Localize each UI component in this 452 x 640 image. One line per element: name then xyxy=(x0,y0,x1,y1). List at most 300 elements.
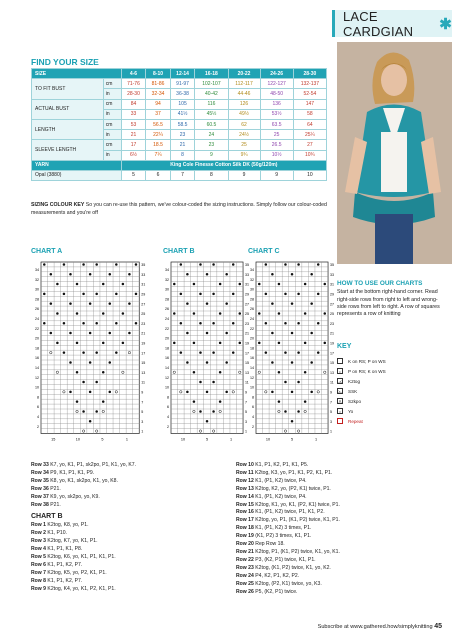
purl-dot xyxy=(95,410,98,413)
row-number: 1 xyxy=(330,429,333,434)
row-number: 24 xyxy=(165,317,169,321)
size-unit: cm xyxy=(103,79,121,89)
size-cell: 53 xyxy=(121,119,146,129)
yarn-row: YARN King Cole Finesse Cotton Silk DK (50g/120m) xyxy=(32,160,327,170)
row-number: 21 xyxy=(141,331,146,336)
stitch-number: 10 xyxy=(75,437,80,442)
purl-dot xyxy=(304,312,307,315)
size-cell: 116 xyxy=(195,99,228,109)
row-number: 9 xyxy=(245,390,248,395)
purl-dot xyxy=(291,273,294,276)
purl-dot xyxy=(291,361,294,364)
purl-dot xyxy=(89,273,92,276)
purl-dot xyxy=(122,312,125,315)
purl-dot xyxy=(304,283,307,286)
purl-dot xyxy=(297,410,300,413)
size-unit: in xyxy=(103,89,121,99)
how-text: Start at the bottom right-hand corner. Read right-side rows from right to left and wrong-side rows from left to right. A row of squares represents a row of knitting xyxy=(337,289,440,318)
size-cell: 8 xyxy=(195,170,228,180)
size-cell: 24 xyxy=(195,130,228,140)
purl-dot xyxy=(82,322,85,325)
size-header: 12-14 xyxy=(170,69,195,79)
size-cell: 45½ xyxy=(195,109,228,119)
row-number: 2 xyxy=(37,424,39,429)
size-cell: 22¼ xyxy=(146,130,171,140)
chart-grid xyxy=(256,262,328,434)
size-header: 28-30 xyxy=(293,69,326,79)
purl-dot xyxy=(212,322,215,325)
purl-dot xyxy=(219,400,222,403)
purl-dot xyxy=(317,351,320,354)
row-number: 24 xyxy=(250,317,254,321)
row-number: 20 xyxy=(250,336,254,341)
purl-dot xyxy=(291,302,294,305)
row-number: 14 xyxy=(165,366,169,370)
how-to-section xyxy=(337,280,443,318)
purl-dot xyxy=(225,391,228,394)
row-number: 33 xyxy=(330,272,335,277)
size-cell: 21 xyxy=(170,140,195,150)
row-number: 3 xyxy=(141,419,144,424)
purl-dot xyxy=(206,332,209,335)
size-cell: 27 xyxy=(293,140,326,150)
purl-dot xyxy=(89,420,92,423)
purl-dot xyxy=(317,263,320,266)
key-item xyxy=(337,406,443,416)
header-tab xyxy=(332,10,452,37)
row-number: 11 xyxy=(141,380,145,385)
purl-dot xyxy=(102,283,105,286)
size-cell: 9 xyxy=(195,150,228,160)
purl-dot xyxy=(324,312,327,315)
purl-dot xyxy=(297,322,300,325)
row-number: 29 xyxy=(245,292,250,297)
pattern-row: Row 17 K2tog, yo, P1, (K1, P2) twice, K1, P1. xyxy=(236,517,340,524)
size-header: 4-6 xyxy=(121,69,146,79)
purl-dot xyxy=(180,293,183,296)
row-number: 15 xyxy=(141,361,146,366)
pattern-row: Row 26 P5, (K2, P1) twice. xyxy=(236,588,298,595)
purl-dot xyxy=(284,293,287,296)
purl-dot xyxy=(50,332,53,335)
chart-c xyxy=(248,258,333,448)
size-row-label: SLEEVE LENGTH xyxy=(32,140,104,160)
pattern-row: Row 16 K1, (P1, K2) twice, P1, K1, P2. xyxy=(236,509,325,516)
size-title: FIND YOUR SIZE xyxy=(31,57,99,67)
purl-dot xyxy=(193,371,196,374)
size-cell: 84 xyxy=(121,99,146,109)
purl-dot xyxy=(310,302,313,305)
row-number: 18 xyxy=(35,346,39,351)
size-row-label: TO FIT BUST xyxy=(32,79,104,99)
purl-dot xyxy=(232,263,235,266)
purl-dot xyxy=(173,283,176,286)
size-unit: cm xyxy=(103,140,121,150)
row-number: 22 xyxy=(250,326,254,331)
purl-dot xyxy=(180,351,183,354)
purl-dot xyxy=(109,302,112,305)
pattern-row: Row 2 K1, P10. xyxy=(31,530,67,537)
row-number: 8 xyxy=(167,395,169,400)
purl-dot xyxy=(304,371,307,374)
purl-dot xyxy=(212,410,215,413)
purl-dot xyxy=(297,293,300,296)
purl-dot xyxy=(193,342,196,345)
purl-dot xyxy=(304,342,307,345)
purl-dot xyxy=(89,391,92,394)
purl-dot xyxy=(82,263,85,266)
purl-dot xyxy=(128,332,131,335)
size-unit: in xyxy=(103,109,121,119)
purl-dot xyxy=(173,342,176,345)
size-cell: 32-34 xyxy=(146,89,171,99)
key-section xyxy=(337,343,443,426)
size-header: 8-10 xyxy=(146,69,171,79)
purl-dot xyxy=(199,410,202,413)
row-number: 29 xyxy=(330,292,335,297)
size-cell: 9 xyxy=(228,170,260,180)
purl-dot xyxy=(265,293,268,296)
purl-dot xyxy=(135,263,138,266)
purl-dot xyxy=(76,342,79,345)
purl-dot xyxy=(186,273,189,276)
row-number: 15 xyxy=(245,361,250,366)
key-symbol-icon: • xyxy=(337,368,343,374)
chart-grid xyxy=(41,262,139,434)
row-number: 30 xyxy=(250,287,254,292)
size-unit: cm xyxy=(103,99,121,109)
row-number: 26 xyxy=(165,307,169,312)
purl-dot xyxy=(115,322,118,325)
pattern-row: Row 33 K7, yo, K1, P1, sk2po, P1, K1, yo, K7. xyxy=(31,462,137,468)
row-number: 35 xyxy=(330,263,335,268)
asterisk-icon: ✱ xyxy=(439,15,452,33)
size-cell: 23 xyxy=(170,130,195,140)
purl-dot xyxy=(50,302,53,305)
purl-dot xyxy=(317,293,320,296)
row-number: 18 xyxy=(250,346,254,351)
key-label: Repeat xyxy=(348,418,363,424)
size-table xyxy=(31,68,327,181)
purl-dot xyxy=(225,302,228,305)
row-number: 27 xyxy=(330,302,335,307)
purl-dot xyxy=(271,302,274,305)
size-row xyxy=(32,79,327,89)
row-number: 27 xyxy=(141,302,146,307)
pattern-row: Row 7 K2tog, K5, yo, P2, K1, P1. xyxy=(31,569,107,576)
purl-dot xyxy=(186,391,189,394)
row-number: 33 xyxy=(245,272,250,277)
purl-dot xyxy=(284,410,287,413)
row-number: 30 xyxy=(165,287,169,292)
purl-dot xyxy=(297,263,300,266)
size-cell: 48-50 xyxy=(260,89,293,99)
purl-dot xyxy=(219,371,222,374)
pattern-row: Row 5 K2tog, K6, yo, K1, P1, K1, P1. xyxy=(31,553,116,560)
size-cell: 126 xyxy=(228,99,260,109)
row-number: 22 xyxy=(35,326,39,331)
key-item xyxy=(337,386,443,396)
purl-dot xyxy=(212,293,215,296)
size-cell: 10½ xyxy=(260,150,293,160)
pattern-row: Row 37 K9, yo, sk2po, yo, K9. xyxy=(31,493,100,500)
purl-dot xyxy=(69,273,72,276)
key-symbol-icon: ○ xyxy=(338,408,342,414)
purl-dot xyxy=(63,293,66,296)
size-cell: 21 xyxy=(121,130,146,140)
size-cell: 25¼ xyxy=(293,130,326,140)
key-label: Yo xyxy=(348,408,354,414)
stitch-number: 5 xyxy=(205,437,209,442)
purl-dot xyxy=(63,263,66,266)
row-number: 28 xyxy=(35,297,39,302)
size-row-label: LENGTH xyxy=(32,119,104,139)
row-number: 6 xyxy=(252,405,254,410)
row-number: 6 xyxy=(37,405,39,410)
size-header: 16-18 xyxy=(195,69,228,79)
size-cell: 60.5 xyxy=(195,119,228,129)
size-cell: 64 xyxy=(293,119,326,129)
purl-dot xyxy=(265,351,268,354)
size-cell: 63.5 xyxy=(260,119,293,129)
purl-dot xyxy=(122,342,125,345)
purl-dot xyxy=(115,263,118,266)
purl-dot xyxy=(69,391,72,394)
purl-dot xyxy=(206,391,209,394)
size-cell: 52-54 xyxy=(293,89,326,99)
row-number: 17 xyxy=(141,351,146,356)
row-number: 7 xyxy=(245,400,248,405)
pattern-left xyxy=(31,462,136,594)
purl-dot xyxy=(82,351,85,354)
size-cell: 62 xyxy=(228,119,260,129)
purl-dot xyxy=(271,361,274,364)
purl-dot xyxy=(82,410,85,413)
chart-b-heading: CHART B xyxy=(31,513,63,521)
purl-dot xyxy=(258,342,261,345)
size-cell: 25 xyxy=(260,130,293,140)
purl-dot xyxy=(278,312,281,315)
pattern-row: Row 36 P21. xyxy=(31,485,61,492)
size-cell: 136 xyxy=(260,99,293,109)
row-number: 2 xyxy=(252,424,254,429)
purl-dot xyxy=(89,302,92,305)
row-number: 11 xyxy=(245,380,249,385)
row-number: 29 xyxy=(141,292,146,297)
key-label: S2kpo xyxy=(348,398,362,404)
chart-a xyxy=(31,258,151,448)
size-row xyxy=(32,119,327,129)
purl-dot xyxy=(271,332,274,335)
purl-dot xyxy=(278,283,281,286)
size-cell: 25 xyxy=(228,140,260,150)
purl-dot xyxy=(265,322,268,325)
size-cell: 7¼ xyxy=(146,150,171,160)
stitch-number: 1 xyxy=(229,437,233,442)
pattern-row: Row 13 K2tog, K2, yo, (P2, K1) twice, P1. xyxy=(236,485,331,492)
purl-dot xyxy=(278,400,281,403)
row-number: 2 xyxy=(167,424,169,429)
purl-dot xyxy=(102,312,105,315)
row-number: 11 xyxy=(330,380,334,385)
row-number: 28 xyxy=(250,297,254,302)
purl-dot xyxy=(193,283,196,286)
purl-dot xyxy=(115,293,118,296)
purl-dot xyxy=(102,371,105,374)
purl-dot xyxy=(219,342,222,345)
size-cell: 6½ xyxy=(121,150,146,160)
purl-dot xyxy=(206,361,209,364)
row-number: 12 xyxy=(250,375,254,380)
pattern-row: Row 35 K8, yo, K1, sk2po, K1, yo, K8. xyxy=(31,477,118,484)
row-number: 21 xyxy=(330,331,335,336)
row-number: 25 xyxy=(141,312,146,317)
pattern-row: Row 34 P9, K1, P1, K1, P9. xyxy=(31,469,95,476)
purl-dot xyxy=(310,391,313,394)
size-cell: 58 xyxy=(293,109,326,119)
purl-dot xyxy=(135,322,138,325)
row-number: 20 xyxy=(35,336,39,341)
row-number: 26 xyxy=(35,307,39,312)
page-title: LACE CARDGIAN xyxy=(343,8,414,39)
opal-row: Opal (3880) 5 6 7 8 9 9 10 xyxy=(32,170,327,180)
pattern-row: Row 22 P3, (K2, P1) twice, K1, P1. xyxy=(236,556,316,563)
row-number: 31 xyxy=(245,282,250,287)
key-item xyxy=(337,366,443,376)
purl-dot xyxy=(76,283,79,286)
row-number: 14 xyxy=(35,366,39,370)
size-header-row: SIZE 4-6 8-10 12-14 16-18 20-22 24-26 28-30 xyxy=(32,69,327,79)
row-number: 3 xyxy=(330,419,333,424)
row-number: 31 xyxy=(330,282,335,287)
size-cell: 81-86 xyxy=(146,79,171,89)
row-number: 10 xyxy=(165,385,169,390)
pattern-row: Row 18 K1, (P1, K2) 3 times, P1. xyxy=(236,525,312,532)
key-label: K2tog xyxy=(348,378,361,384)
row-number: 1 xyxy=(141,429,144,434)
purl-dot xyxy=(258,312,261,315)
row-number: 34 xyxy=(35,268,39,272)
key-symbol-icon: ⋀ xyxy=(338,398,342,404)
purl-dot xyxy=(278,371,281,374)
size-cell: 28-30 xyxy=(121,89,146,99)
stitch-number: 15 xyxy=(51,437,56,442)
row-number: 25 xyxy=(245,312,250,317)
row-number: 6 xyxy=(167,405,169,410)
purl-dot xyxy=(271,273,274,276)
purl-dot xyxy=(212,351,215,354)
size-cell: 102-107 xyxy=(195,79,228,89)
purl-dot xyxy=(56,283,59,286)
row-number: 31 xyxy=(141,282,146,287)
purl-dot xyxy=(109,273,112,276)
size-cell: 58.5 xyxy=(170,119,195,129)
key-label: P on RS; K on WS xyxy=(348,368,386,374)
pattern-row: Row 15 K2tog, K1, yo, K1, (P2, K1) twice, P1. xyxy=(236,501,340,508)
purl-dot xyxy=(43,263,46,266)
purl-dot xyxy=(219,283,222,286)
size-cell: 44-46 xyxy=(228,89,260,99)
purl-dot xyxy=(297,351,300,354)
row-number: 5 xyxy=(245,410,248,415)
row-number: 32 xyxy=(250,277,254,282)
row-number: 35 xyxy=(245,263,250,268)
size-unit: in xyxy=(103,150,121,160)
key-item xyxy=(337,376,443,386)
row-number: 19 xyxy=(245,341,250,346)
purl-dot xyxy=(180,263,183,266)
size-cell: 56.5 xyxy=(146,119,171,129)
purl-dot xyxy=(284,322,287,325)
pattern-row: Row 12 K1, (P1, K2) twice, P4. xyxy=(236,477,307,484)
purl-dot xyxy=(212,381,215,384)
pattern-row: Row 19 (K1, P2) 3 times, K1, P1. xyxy=(236,533,312,540)
row-number: 33 xyxy=(141,272,146,277)
pattern-row: Row 3 K2tog, K7, yo, K1, P1. xyxy=(31,538,98,545)
purl-dot xyxy=(173,312,176,315)
row-number: 23 xyxy=(245,321,250,326)
pattern-row: Row 38 P21. xyxy=(31,501,61,508)
size-row-label: ACTUAL BUST xyxy=(32,99,104,119)
size-cell: 18.5 xyxy=(146,140,171,150)
size-cell: 9¾ xyxy=(228,150,260,160)
purl-dot xyxy=(63,322,66,325)
purl-dot xyxy=(284,263,287,266)
purl-dot xyxy=(232,293,235,296)
chart-c-title: CHART C xyxy=(248,248,280,255)
purl-dot xyxy=(284,381,287,384)
row-number: 30 xyxy=(35,287,39,292)
purl-dot xyxy=(225,361,228,364)
size-cell: 105 xyxy=(170,99,195,109)
chart-b-title: CHART B xyxy=(163,248,195,255)
stitch-number: 5 xyxy=(290,437,294,442)
purl-dot xyxy=(199,381,202,384)
size-row xyxy=(32,140,327,150)
row-number: 35 xyxy=(141,263,146,268)
pattern-row: Row 20 Rep Row 18. xyxy=(236,541,285,548)
key-item xyxy=(337,416,443,426)
purl-dot xyxy=(199,263,202,266)
purl-dot xyxy=(232,322,235,325)
row-number: 32 xyxy=(165,277,169,282)
purl-dot xyxy=(265,263,268,266)
purl-dot xyxy=(76,312,79,315)
purl-dot xyxy=(95,263,98,266)
pattern-row: Row 10 K1, P1, K2, P1, K1, P5. xyxy=(236,462,309,468)
row-number: 5 xyxy=(330,410,333,415)
size-cell: 36-38 xyxy=(170,89,195,99)
purl-dot xyxy=(50,273,53,276)
row-number: 16 xyxy=(35,356,39,361)
size-cell: 40-42 xyxy=(195,89,228,99)
stitch-number: 1 xyxy=(125,437,129,442)
row-number: 17 xyxy=(245,351,250,356)
purl-dot xyxy=(193,312,196,315)
purl-dot xyxy=(206,302,209,305)
purl-dot xyxy=(278,342,281,345)
purl-dot xyxy=(239,283,242,286)
chart-b xyxy=(163,258,248,448)
pattern-row: Row 4 K1, P1, K1, P8. xyxy=(31,546,83,553)
key-symbol-icon xyxy=(337,418,343,424)
row-number: 24 xyxy=(35,317,39,321)
purl-dot xyxy=(225,273,228,276)
stitch-number: 1 xyxy=(314,437,318,442)
purl-dot xyxy=(199,293,202,296)
purl-dot xyxy=(186,361,189,364)
purl-dot xyxy=(102,400,105,403)
